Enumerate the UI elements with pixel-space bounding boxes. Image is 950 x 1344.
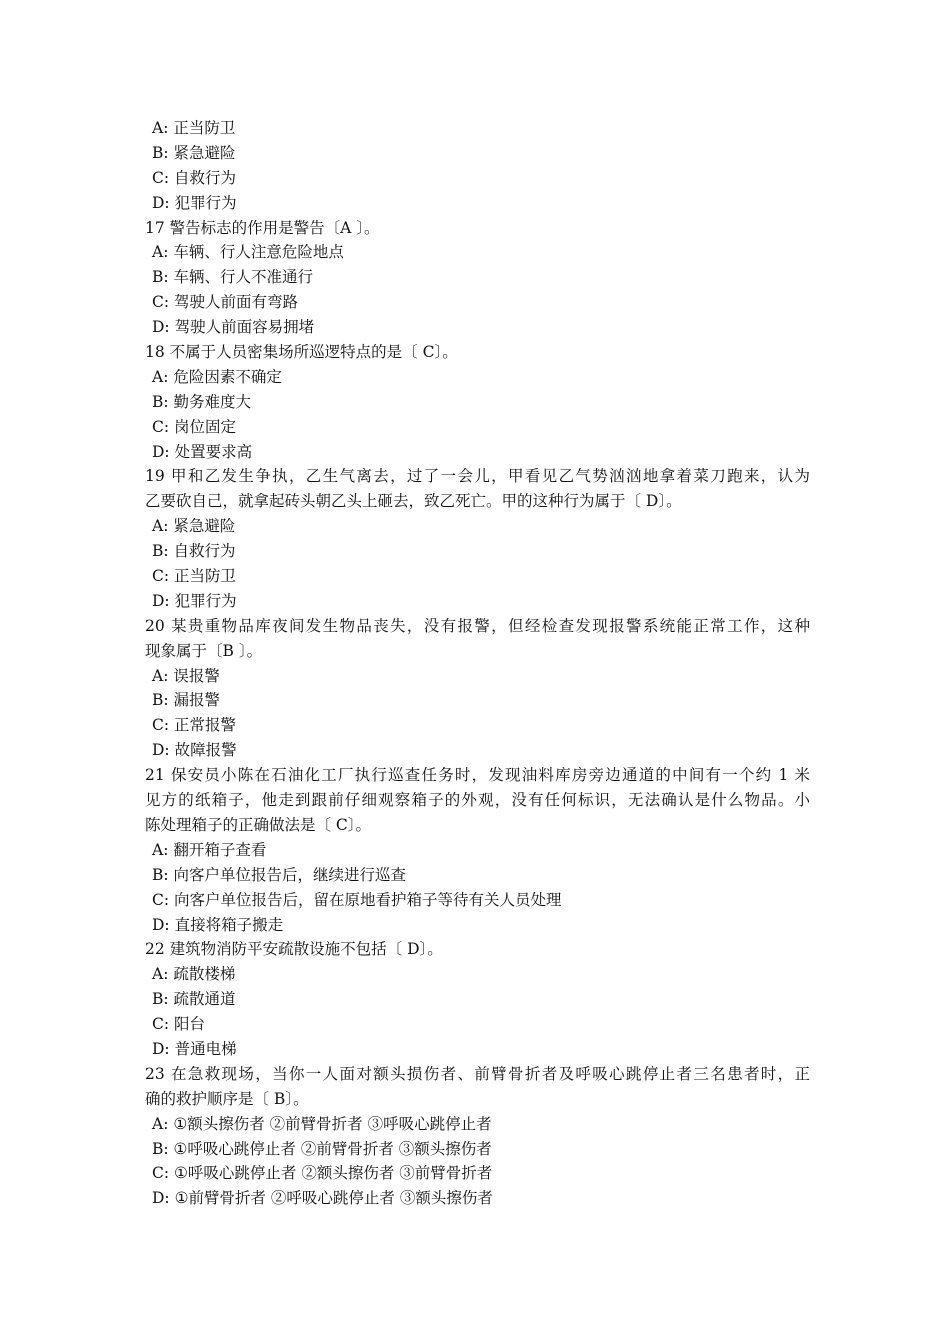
answer-option: C: 阳台	[152, 1015, 206, 1034]
answer-option: A: 危险因素不确定	[152, 367, 282, 386]
question-text: 确的救护顺序是〔 B〕。	[145, 1089, 309, 1108]
question-text: 20 某贵重物品库夜间发生物品丧失，没有报警，但经检查发现报警系统能正常工作，这种	[145, 616, 810, 635]
answer-option: B: 紧急避险	[152, 143, 236, 162]
answer-option: C: 向客户单位报告后，留在原地看护箱子等待有关人员处理	[152, 890, 562, 909]
answer-option: D: 处置要求高	[152, 442, 253, 461]
document-body	[145, 116, 810, 1211]
answer-option: B: 向客户单位报告后，继续进行巡查	[152, 865, 407, 884]
question-text: 现象属于〔B 〕。	[145, 641, 263, 660]
answer-option: C: 驾驶人前面有弯路	[152, 293, 299, 312]
answer-option: B: ①呼吸心跳停止者 ②前臂骨折者 ③额头擦伤者	[152, 1139, 492, 1158]
question-text: 19 甲和乙发生争执，乙生气离去，过了一会儿，甲看见乙气势汹汹地拿着菜刀跑来，认为	[145, 467, 810, 486]
answer-option: A: ①额头擦伤者 ②前臂骨折者 ③呼吸心跳停止者	[152, 1114, 492, 1133]
answer-option: C: ①呼吸心跳停止者 ②额头擦伤者 ③前臂骨折者	[152, 1164, 493, 1183]
answer-option: A: 疏散楼梯	[152, 965, 236, 984]
question-text: 23 在急救现场，当你一人面对额头损伤者、前臂骨折者及呼吸心跳停止者三名患者时，正	[145, 1064, 810, 1083]
answer-option: D: 直接将箱子搬走	[152, 915, 284, 934]
answer-option: A: 车辆、行人注意危险地点	[152, 243, 344, 262]
answer-option: B: 疏散通道	[152, 990, 236, 1009]
answer-option: A: 正当防卫	[152, 119, 236, 137]
answer-option: C: 岗位固定	[152, 417, 237, 436]
answer-option: B: 勤务难度大	[152, 392, 252, 411]
answer-option: D: 驾驶人前面容易拥堵	[152, 318, 315, 337]
question-text: 18 不属于人员密集场所巡逻特点的是〔 C〕。	[145, 343, 458, 362]
question-text: 22 建筑物消防平安疏散设施不包括〔 D〕。	[145, 940, 443, 959]
question-text: 陈处理箱子的正确做法是〔 C〕。	[145, 815, 372, 834]
question-text: 21 保安员小陈在石油化工厂执行巡查任务时，发现油料库房旁边通道的中间有一个约 1 米	[145, 766, 810, 785]
answer-option: C: 正常报警	[152, 716, 237, 735]
answer-option: B: 车辆、行人不准通行	[152, 268, 314, 287]
answer-option: A: 紧急避险	[152, 517, 236, 536]
answer-option: A: 误报警	[152, 666, 220, 685]
question-text: 乙要砍自己，就拿起砖头朝乙头上砸去，致乙死亡。甲的这种行为属于〔 D〕。	[145, 492, 682, 511]
answer-option: D: ①前臂骨折者 ②呼吸心跳停止者 ③额头擦伤者	[152, 1189, 493, 1208]
answer-option: D: 故障报警	[152, 741, 237, 760]
answer-option: D: 犯罪行为	[152, 193, 237, 212]
answer-option: D: 普通电梯	[152, 1039, 237, 1058]
answer-option: C: 自救行为	[152, 168, 237, 187]
answer-option: D: 犯罪行为	[152, 591, 237, 610]
answer-option: C: 正当防卫	[152, 567, 237, 586]
answer-option: A: 翻开箱子查看	[152, 840, 267, 859]
answer-option: B: 自救行为	[152, 542, 236, 561]
question-text: 17 警告标志的作用是警告〔A 〕。	[145, 218, 380, 237]
answer-option: B: 漏报警	[152, 691, 221, 710]
question-text: 见方的纸箱子，他走到跟前仔细观察箱子的外观，没有任何标识，无法确认是什么物品。小	[145, 791, 810, 810]
